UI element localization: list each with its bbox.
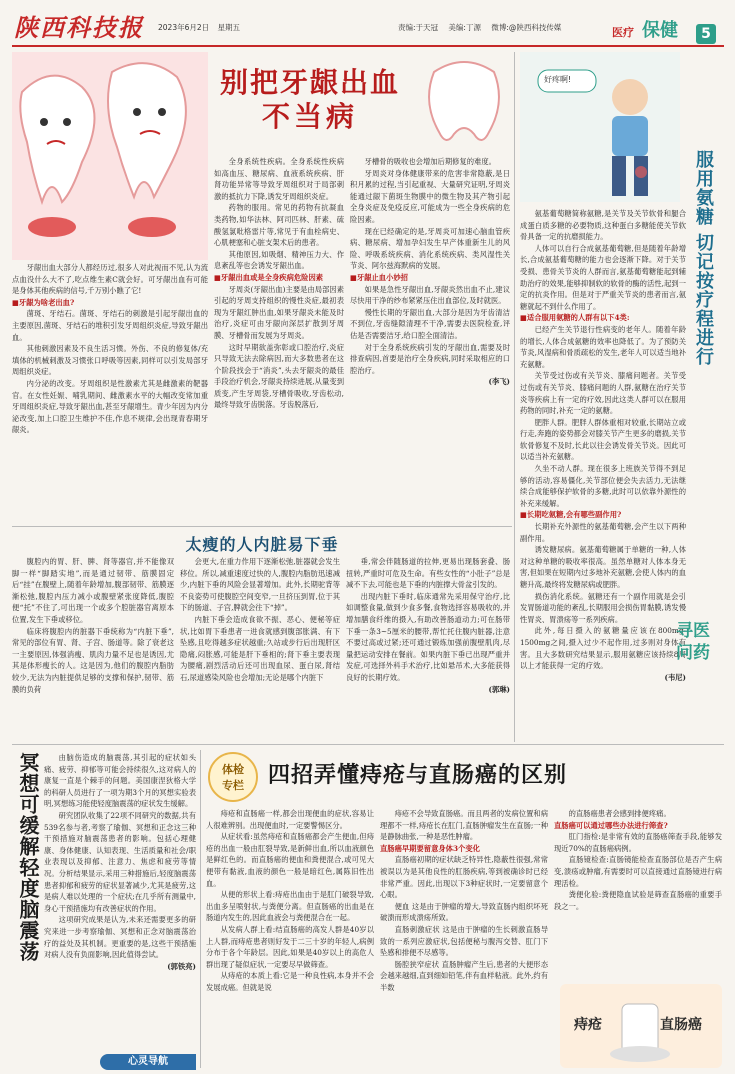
hemorrhoid-col3 xyxy=(554,808,722,980)
hemorrhoid-col1-p4: 从发病人群上看:结直肠癌的高发人群是40岁以上人群,而痔疮患者则好发于二三十岁的年轻人,病例分布于各个年龄层。因此,如果是40岁以上的高危人群出现了疑似症状,一定要尽早做筛查。 xyxy=(206,924,374,969)
issue-date-block xyxy=(158,22,240,33)
gum-col1-p4: 内分泌的改变。牙周组织是性激素尤其是雌激素的靶器官。在女性妊娠、哺乳期间、雌激素水平的大幅改变常加重牙周组织炎症,导致牙龈出血,甚至牙龈增生。青少年因为内分泌改变,加上口腔卫生维护不佳,作息不规律,会出现青春期牙龈炎。 xyxy=(12,378,208,435)
prolapse-col3-p2: 出现内脏下垂时,临床通常先采用保守治疗,比如调整食量,做到少食多餐,食物选择容易吸收的,并增加膳食纤维的摄入,有助改善肠道动力;可在肠带下垂一条3~5厘米的腰带,帮忙托住腹内脏器,注意不要过高或过紧;还可通过锻炼加强前腹壁肌肉,尽量把运动安排在餐前。如果内脏下垂已出现严重并发症,可选择外科手术治疗,比如悬吊术,大多能获得良好的长期疗效。 xyxy=(346,591,510,682)
meditation-p2: 研究团队收集了22项不同研究的数据,共有539名参与者,考察了瑜伽、冥想和正念这三种干预措施对脑震荡患者的影响。包括心理健康、身体健康、认知表现、生活质量和社会/职业表现以及抑郁、注意力、焦虑和疲劳等情况。分析结果显示,采用三种措施后,轻度脑震荡患者抑郁和疲劳的症状显著减少,尤其是疲劳,这是病人难以处理的一个症状;在几乎所有测量中,身心干预措施均有改善症状的作用。 xyxy=(44,810,196,913)
hemorrhoid-illustration xyxy=(560,984,722,1068)
meditation-p3: 这项研究成果是认为,未来还需要更多的研究来进一步考察瑜伽、冥想和正念对脑震荡治疗的益处及其机制。更重要的是,这些干预措施对病人没有负面影响,因此值得尝试。 xyxy=(44,915,196,960)
glucosamine-p7: 长期补充外源性的氨基葡萄糖,会产生以下两种副作用。 xyxy=(520,522,686,543)
editor-credit: 责编:于天冠 xyxy=(398,23,439,32)
prolapse-col2 xyxy=(180,556,340,738)
gum-article-col1 xyxy=(12,262,208,524)
hemorrhoid-col1-p5: 从痔疮的本质上看:它是一种良性病,本身并不会发展成癌。但就是说 xyxy=(206,971,374,992)
meditation-byline: (郭铁亮) xyxy=(167,961,196,971)
prolapse-article-title: 太瘦的人内脏易下垂 xyxy=(185,535,339,554)
gum-col2-p2: 药物的服用。常见的药物有抗凝血类药物,如华法林、阿司匹林、肝素、硫酸氢氯吡格雷片等,常见于有血栓病史、心肌梗塞和心脏支架术后的患者。 xyxy=(214,203,344,248)
hemorrhoid-col3-p1: 的直肠癌患者会感到排便疼痛。 xyxy=(568,809,671,818)
designer-credit: 美编:丁源 xyxy=(448,23,481,32)
gum-col3-p5: 慢性长期的牙龈出血,大部分是因为牙齿清洁不到位,牙齿缝隙清理不干净,需要去医院检查,评估是否需要洁牙,给口腔全面清洁。 xyxy=(350,307,510,340)
gum-article-col3 xyxy=(350,156,510,524)
hemorrhoid-col2-p2: 直肠癌初期的症状缺乏特异性,隐蔽性很强,常常被误以为是其他良性的肛肠疾病,等到被确诊时已经非常严重。因此,出现以下3种症状时,一定要留意个心眼。 xyxy=(380,855,548,900)
hemorrhoid-col2 xyxy=(380,808,548,1070)
mind-guide-banner-text: 心灵导航 xyxy=(128,1056,168,1067)
wechat-credit: 微博:@陕西科技传媒 xyxy=(491,23,562,32)
gum-col1-h1: ■牙龈为啥老出血? xyxy=(12,297,75,307)
gum-col2-p4: 牙周炎(牙龈出血)主要是由局部因素引起的牙周支持组织的慢性炎症,最初表现为牙龈红肿出血,如果牙龈炎未能及时治疗,炎症可由牙龈向深层扩散到牙周膜、牙槽骨而发展为牙周炎。 xyxy=(214,284,344,340)
hemorrhoid-col3-p3: 直肠镜检查:直肠镜能检查直肠部位是否产生病变,溃疡或肿瘤,有需要时可以直接通过直肠镜进行病理活检。 xyxy=(554,855,722,888)
issue-date: 2023年6月2日 xyxy=(158,23,210,32)
divider-mid xyxy=(12,526,512,527)
label-rectal-cancer: 直肠癌 xyxy=(660,1017,702,1033)
gum-col3-h1: ■牙龈止血小妙招 xyxy=(350,272,408,282)
prolapse-byline: (郭琳) xyxy=(488,684,510,694)
hemorrhoid-col2-h1: 直肠癌早期要留意身体3个变化 xyxy=(380,843,480,853)
page-number: 5 xyxy=(701,26,711,42)
hemorrhoid-article-title: 四招弄懂痔疮与直肠癌的区别 xyxy=(268,763,568,788)
prolapse-col2-p1: 会更大,在重力作用下逐渐松弛,脏器就会发生移位。所以,减重速度过快的人,腹腔内脂肪迅速减少,内脏下垂的风险会显著增加。此外,长期驼背等不良姿势可使腹腔空间变窄,一旦挤压到胃,位于其下的肠道、子宫,脾就会往下“掉”。 xyxy=(180,557,340,613)
divider-bottom-left xyxy=(200,750,201,1068)
hemorrhoid-col3-p2: 肛门指检:是非常有效的直肠癌筛查手段,能够发现近70%的直肠癌病例。 xyxy=(554,832,722,853)
mind-guide-banner xyxy=(100,1054,196,1070)
glucosamine-p9: 损伤消化系统。氨糖还有一个副作用就是会引发胃肠道功能的紊乱,长期服用会损伤胃黏膜,诱发慢性胃炎、胃溃疡等一系列疾病。 xyxy=(520,591,686,624)
checkup-column-tag xyxy=(208,752,258,802)
ask-doctor-badge-line1: 寻医 xyxy=(676,621,710,641)
gum-col3-p6: 对于全身系统疾病引发的牙龈出血,需要及时排查病因,首要是治疗全身疾病,同时采取相应的口腔治疗。 xyxy=(350,342,510,375)
hemorrhoid-col2-p3: 便血 这是由于肿瘤的增大,导致直肠内组织坏死破溃而形成溃疡所致。 xyxy=(380,901,548,923)
gum-illustration-right xyxy=(414,52,514,152)
prolapse-col1 xyxy=(12,556,174,738)
tooth-icon xyxy=(414,52,514,152)
pain-speech-bubble: 好疼啊! xyxy=(544,75,572,84)
divider-right-column xyxy=(514,52,515,742)
prolapse-col3 xyxy=(346,556,510,738)
masthead-rule xyxy=(12,45,724,47)
glucosamine-p6: 久坐不动人群。现在很多上班族关节得不到足够的活动,容易僵化,关节部位便会失去活力,无法继续合成能够保护软骨的多糖,此时可以依靠外源性的补充来缓解。 xyxy=(520,464,686,508)
glucosamine-p8: 诱发糖尿病。氨基葡萄糖属于单糖的一种,人体对这种单糖的吸收率很高。虽然单糖对人体本身无害,但如果在短期内过多地补充氨糖,会使人体内的血糖升高,最终将发糖尿病或肥胖。 xyxy=(520,545,686,589)
gum-title-line1: 别把牙龈出血 xyxy=(219,66,400,99)
hemorrhoid-col2-p4: 直肠刺激症状 这是由于肿瘤的生长刺激直肠导致的一系列应激症状,包括便秘与腹泻交替、肛门下坠感和排便不尽感等。 xyxy=(380,924,548,958)
gum-col1-p2: 菌斑、牙结石。菌斑、牙结石的刺激是引起牙龈出血的主要原因,菌斑、牙结石的堆积引发牙周组织炎症,导致牙龈出血。 xyxy=(12,309,208,342)
meditation-title: 冥想可缓解轻度脑震荡 xyxy=(16,752,40,962)
credits-block xyxy=(398,22,561,33)
glucosamine-illustration xyxy=(520,52,680,202)
hemorrhoid-col1-p2: 从症状看:虽然痔疮和直肠癌都会产生便血,但痔疮的出血一般由肛裂导致,是新鲜出血,所以血液颜色是鲜红色的。而直肠癌的便血和粪便混合,或可见大便带有黏液,血液的颜色一般是暗红色,属陈旧性出血。 xyxy=(206,832,374,888)
checkup-tag-line2: 专栏 xyxy=(222,779,244,792)
gum-title-line2: 不当病 xyxy=(261,100,358,133)
masthead xyxy=(0,0,735,46)
prolapse-col2-p2: 内脏下垂会造成食欲不振、恶心、便秘等症状,比如胃下垂患者一进食就感到腹部胀满、有下坠感,且吃得越多症状越重;久站或步行后出现肝区隐痛,闷胀感,可能是肝下垂相的;肾下垂主要表现为腰痛,剧烈活动后还可出现血尿、蛋白尿,肾结石,尿道感染风险也会增加;无论是哪个内脏下 xyxy=(180,614,340,682)
gum-col3-p2: 牙周炎对身体健康带来的危害非常隐蔽,是日积月累的过程,当引起重视、大量研究证明,牙周炎能通过龈下菌斑生物膜中的微生物及其产物引起全身炎症及免疫反应,可能成为一些全身疾病的危险因素。 xyxy=(350,168,510,224)
section-health: 保健 xyxy=(642,20,678,41)
glucosamine-p5: 肥胖人群。肥胖人群体重相对较重,长期站立或行走,奔跑的姿势都会对膝关节产生更多的磨损,关节软骨修复不及时,长此以往会诱发骨关节炎。因此可以适当补充氨糖。 xyxy=(520,417,686,462)
ask-doctor-badge-line2: 问药 xyxy=(676,643,710,663)
gum-col1-p1: 牙龈出血大部分人都经历过,很多人对此视而不见,认为流点血没什么大不了,吃点维生素C就会好。可牙龈出血有可能是身体其他疾病的信号,千万别小瞧了它! xyxy=(12,263,208,296)
glucosamine-p10: 此外,每日摄入的氨糖量应该在800mg-1500mg之间,摄入过少不起作用,过多则对身体有害。且大多数研究结果显示,服用氨糖应该持续8周以上才能获得一定的疗效。 xyxy=(520,626,686,671)
hemorrhoid-col1 xyxy=(206,808,374,1070)
glucosamine-body xyxy=(520,208,686,738)
meditation-p1: 由脑伤造成的脑震荡,其引起的症状如头痛、疲劳、抑郁等可能会持续很久,这对病人的康复一直是个棘手的问题。美国康涅狄格大学的科研人员进行了一项为期3个月的冥想实验表明,冥想练习能使轻度脑震荡的症状发生缓解。 xyxy=(44,753,196,809)
hemorrhoid-col3-h1: 直肠癌可以通过哪些办法进行筛查? xyxy=(554,820,668,830)
divider-bottom xyxy=(12,744,724,745)
prolapse-col1-p2: 临床将腹腔内的脏器下垂统称为“内脏下垂”,常见的部位有胃、肾、子宫、肠道等。除了衰老这一主要原因,体强消瘦、肌肉力量不足也是诱因,尤其是体形瘦长的人。这是因为,他们的腹腔内脂肪较少,无法为内脏提供足够的支撑和保护,韧带、筋膜的负荷 xyxy=(12,626,174,694)
meditation-body xyxy=(44,752,196,1052)
ask-doctor-badge xyxy=(666,620,720,664)
gum-col2-h1: ■牙龈出血或是全身疾病危险因素 xyxy=(214,272,324,282)
prolapse-col1-p1: 腹腔内的胃、肝、脾、肾等器官,并不能像双脚一样“脚踏实地”,而是通过韧带、筋膜固定后“挂”在腹壁上,随着年龄增加,腹部韧带、筋膜逐渐松弛,腹腔内压力减小或腹壁紧张度降低,腹腔便“托”不住了,可出现一个或多个腔脏器官离原本位置,发生下垂或移位。 xyxy=(12,557,174,624)
hemorrhoid-col3-p4: 粪便化验:粪便隐血试验是筛查直肠癌的重要手段之一。 xyxy=(554,890,722,911)
glucosamine-byline: (韦尼) xyxy=(664,672,686,682)
newspaper-logo: 陕西科技报 xyxy=(14,13,144,42)
glucosamine-title: 服用氨糖 切记按疗程进行 xyxy=(693,150,714,367)
glucosamine-p2: 人体可以自行合成氨基葡萄糖,但是随着年龄增长,合成氨基葡萄糖的能力也会逐渐下降。对于关节受损、患骨关节炎的人群而言,氨基葡萄糖能起到辅助治疗的效果,能够抑制软的软骨的酶的活性,起到一定的抗炎作用。但是对于严重关节炎的患者而言,氨糖就起不到什么作用了。 xyxy=(520,243,686,311)
glucosamine-p1: 氨基葡萄糖简称氨糖,是关节及关节软骨和腿合成蛋白质多糖的必要物质,这种蛋白多糖能使关节软骨具备一定的抗磨损能力。 xyxy=(520,209,686,242)
page-number-badge xyxy=(696,24,716,44)
gum-col3-p4: 如果是急性牙龈出血,牙龈炎然出血不止,建议尽快用干净的纱布紧紧压住出血部位,及时就医。 xyxy=(350,284,510,306)
teeth-illustration xyxy=(12,52,208,260)
label-hemorrhoids: 痔疮 xyxy=(574,1017,602,1033)
prolapse-col3-p1: 垂,常会伴随肠道的拉伸,更易出现肠套叠、肠扭转,严重时可危及生命。有些女性的“小肚子”总是减不下去,可能也是下垂的内脏撑大骨盆引发的。 xyxy=(346,557,510,590)
glucosamine-h2: ■长期吃氨糖,会有哪些副作用? xyxy=(520,510,622,520)
glucosamine-h1: ■适合服用氨糖的人群有以下4类: xyxy=(520,313,630,323)
gum-col2-p1: 全身系统性疾病。全身系统性疾病如高血压、糖尿病、血液系统疾病、肝肾功能异常等导致牙周组织对于局部刺激的抵抗力下降,诱发牙周组织炎症。 xyxy=(214,157,344,201)
glucosamine-p4: 关节受过伤或有关节炎、膝痛问题者。关节受过伤或有关节炎、膝痛问题的人群,氨糖在治疗关节炎等疾病上有一定的疗效,因此这类人群可以在服用药物的同时,补充一定的氨糖。 xyxy=(520,371,686,416)
gum-col3-p1: 牙槽骨的吸收也会增加后期修复的难度。 xyxy=(364,157,496,166)
hemorrhoid-col2-p5: 肠腔狭窄症状 直肠肿瘤产生后,患者的大便形态会越来越细,直到细如铅笔,伴有血样粘液。此外,约有半数 xyxy=(380,959,548,992)
gum-col2-p3: 其他原因,如吸烟、精神压力大、作息紊乱等也会诱发牙龈出血。 xyxy=(214,249,344,271)
hemorrhoid-col1-p3: 从便的形状上看:痔疮出血由于是肛门破裂导致,出血多呈喷射状,与粪便分离。但直肠癌的出血是在肠道内发生的,因此血液会与粪便混合在一起。 xyxy=(206,890,374,923)
gum-col3-p3: 现在已经确定的是,牙周炎可加速心脑血管疾病、糖尿病、增加孕妇发生早产体重新生儿的风险、呼吸系统疾病、消化系统疾病、类风湿性关节炎、阿尔兹海默病的发展。 xyxy=(350,226,510,271)
gum-col2-p5: 这时早期欲盖弥彰或口腔治疗,炎症只导致无法去除病因,而大多数患者在这个阶段找会于“消炎”,头去牙龈炎的最佳手段治疗机会,牙龈炎持续进展,从量变到质变,产生牙周袋,牙槽骨吸收,牙齿松动,最终导致牙齿脱落。牙齿脱落后, xyxy=(214,342,344,410)
hemorrhoid-col2-p1: 痔疮不会导致直肠癌。而且两者的发病位置和病理都不一样,痔疮长在肛门,直肠肿瘤发生在直肠;一种是静脉曲张,一种是恶性肿瘤。 xyxy=(380,809,548,842)
hemorrhoid-col1-p1: 痔疮和直肠癌一样,都会出现便血的症状,容易让人很难辨别。出现便血时,一定要警惕区分。 xyxy=(206,809,374,830)
gum-byline: (李飞) xyxy=(488,377,510,387)
gum-article-illustration xyxy=(12,52,208,260)
gum-article-col2 xyxy=(214,156,344,524)
gum-article-title xyxy=(210,66,410,134)
issue-weekday: 星期五 xyxy=(217,23,241,32)
checkup-tag-line1: 体检 xyxy=(222,763,244,776)
glucosamine-p3: 已经产生关节退行性病变的老年人。随着年龄的增长,人体合成氨糖的效率也降低了。为了预防关节炎,风湿病和骨质疏松的发生,老年人可以适当地补充氨糖。 xyxy=(520,324,686,369)
section-medical: 医疗 xyxy=(612,26,634,39)
gum-col1-p3: 其他刺激因素及不良生活习惯。外伤、不良的修复体/充填体的机械刺激及习惯张口呼吸等因素,同样可以引发局部牙周组织炎症。 xyxy=(12,344,208,377)
